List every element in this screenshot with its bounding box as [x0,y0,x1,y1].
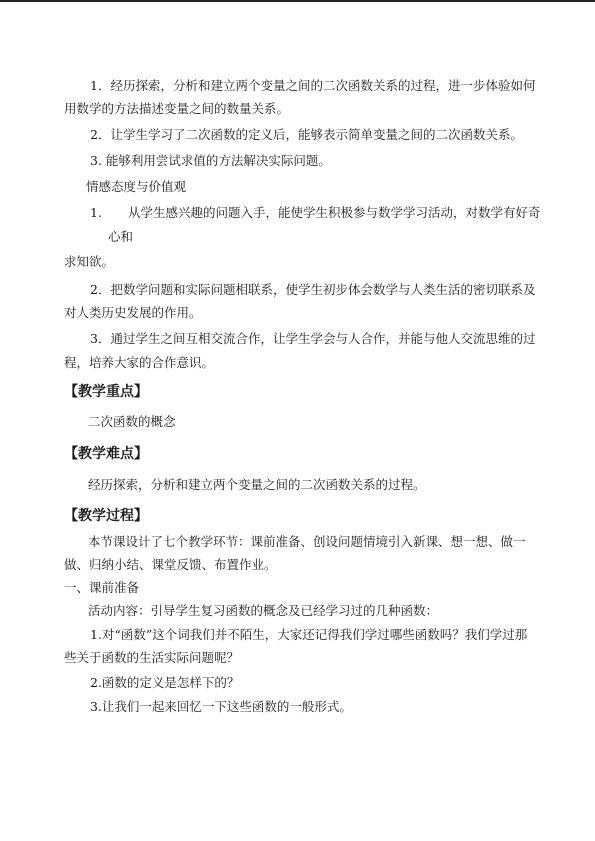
process-intro-line-2: 做、归纳小结、课堂反馈、布置作业。 [64,557,277,572]
section-label-emotion: 情感态度与价值观 [86,179,187,194]
process-intro-line-1: 本节课设计了七个教学环节：课前准备、创设问题情境引入新课、想一想、做一 [88,534,526,549]
section-title-preparation: 一、课前准备 [64,580,140,595]
heading-difficulty: 【教学难点】 [64,446,148,462]
question-1-line-2: 些关于函数的生活实际问题呢？ [64,650,240,665]
emotion-3-line-1: 3．通过学生之间互相交流合作，让学生学会与人合作，并能与他人交流思维的过 [90,331,536,346]
objective-1-line-2: 用数学的方法描述变量之间的数量关系。 [64,101,290,116]
question-1-line-1: 1.对“函数”这个词我们并不陌生，大家还记得我们学过哪些函数吗？我们学过那 [90,627,528,642]
objective-2: 2．让学生学习了二次函数的定义后，能够表示简单变量之间的二次函数关系。 [90,127,523,142]
emotion-1-line-3: 求知欲。 [64,254,115,269]
top-rule [0,0,595,2]
emotion-1-number: 1. [90,205,102,220]
question-2: 2.函数的定义是怎样下的？ [90,675,240,690]
emotion-1-line-2: 心和 [108,229,134,244]
heading-process: 【教学过程】 [64,508,148,524]
activity-content: 活动内容：引导学生复习函数的概念及已经学习过的几种函数： [88,603,439,618]
difficulty-text: 经历探索，分析和建立两个变量之间的二次函数关系的过程。 [88,477,426,492]
key-point-text: 二次函数的概念 [88,414,176,429]
question-3: 3.让我们一起来回忆一下这些函数的一般形式。 [90,699,352,714]
objective-3: 3. 能够利用尝试求值的方法解决实际问题。 [90,153,331,168]
emotion-3-line-2: 程，培养大家的合作意识。 [64,355,215,370]
emotion-1-line-1: 从学生感兴趣的问题入手，能使学生积极参与数学学习活动，对数学有好奇 [128,205,541,220]
emotion-2-line-1: 2．把数学问题和实际问题相联系，使学生初步体会数学与人类生活的密切联系及 [90,282,536,297]
heading-key-point: 【教学重点】 [64,384,148,400]
emotion-2-line-2: 对人类历史发展的作用。 [64,305,202,320]
objective-1-line-1: 1．经历探索，分析和建立两个变量之间的二次函数关系的过程，进一步体验如何 [90,78,536,93]
